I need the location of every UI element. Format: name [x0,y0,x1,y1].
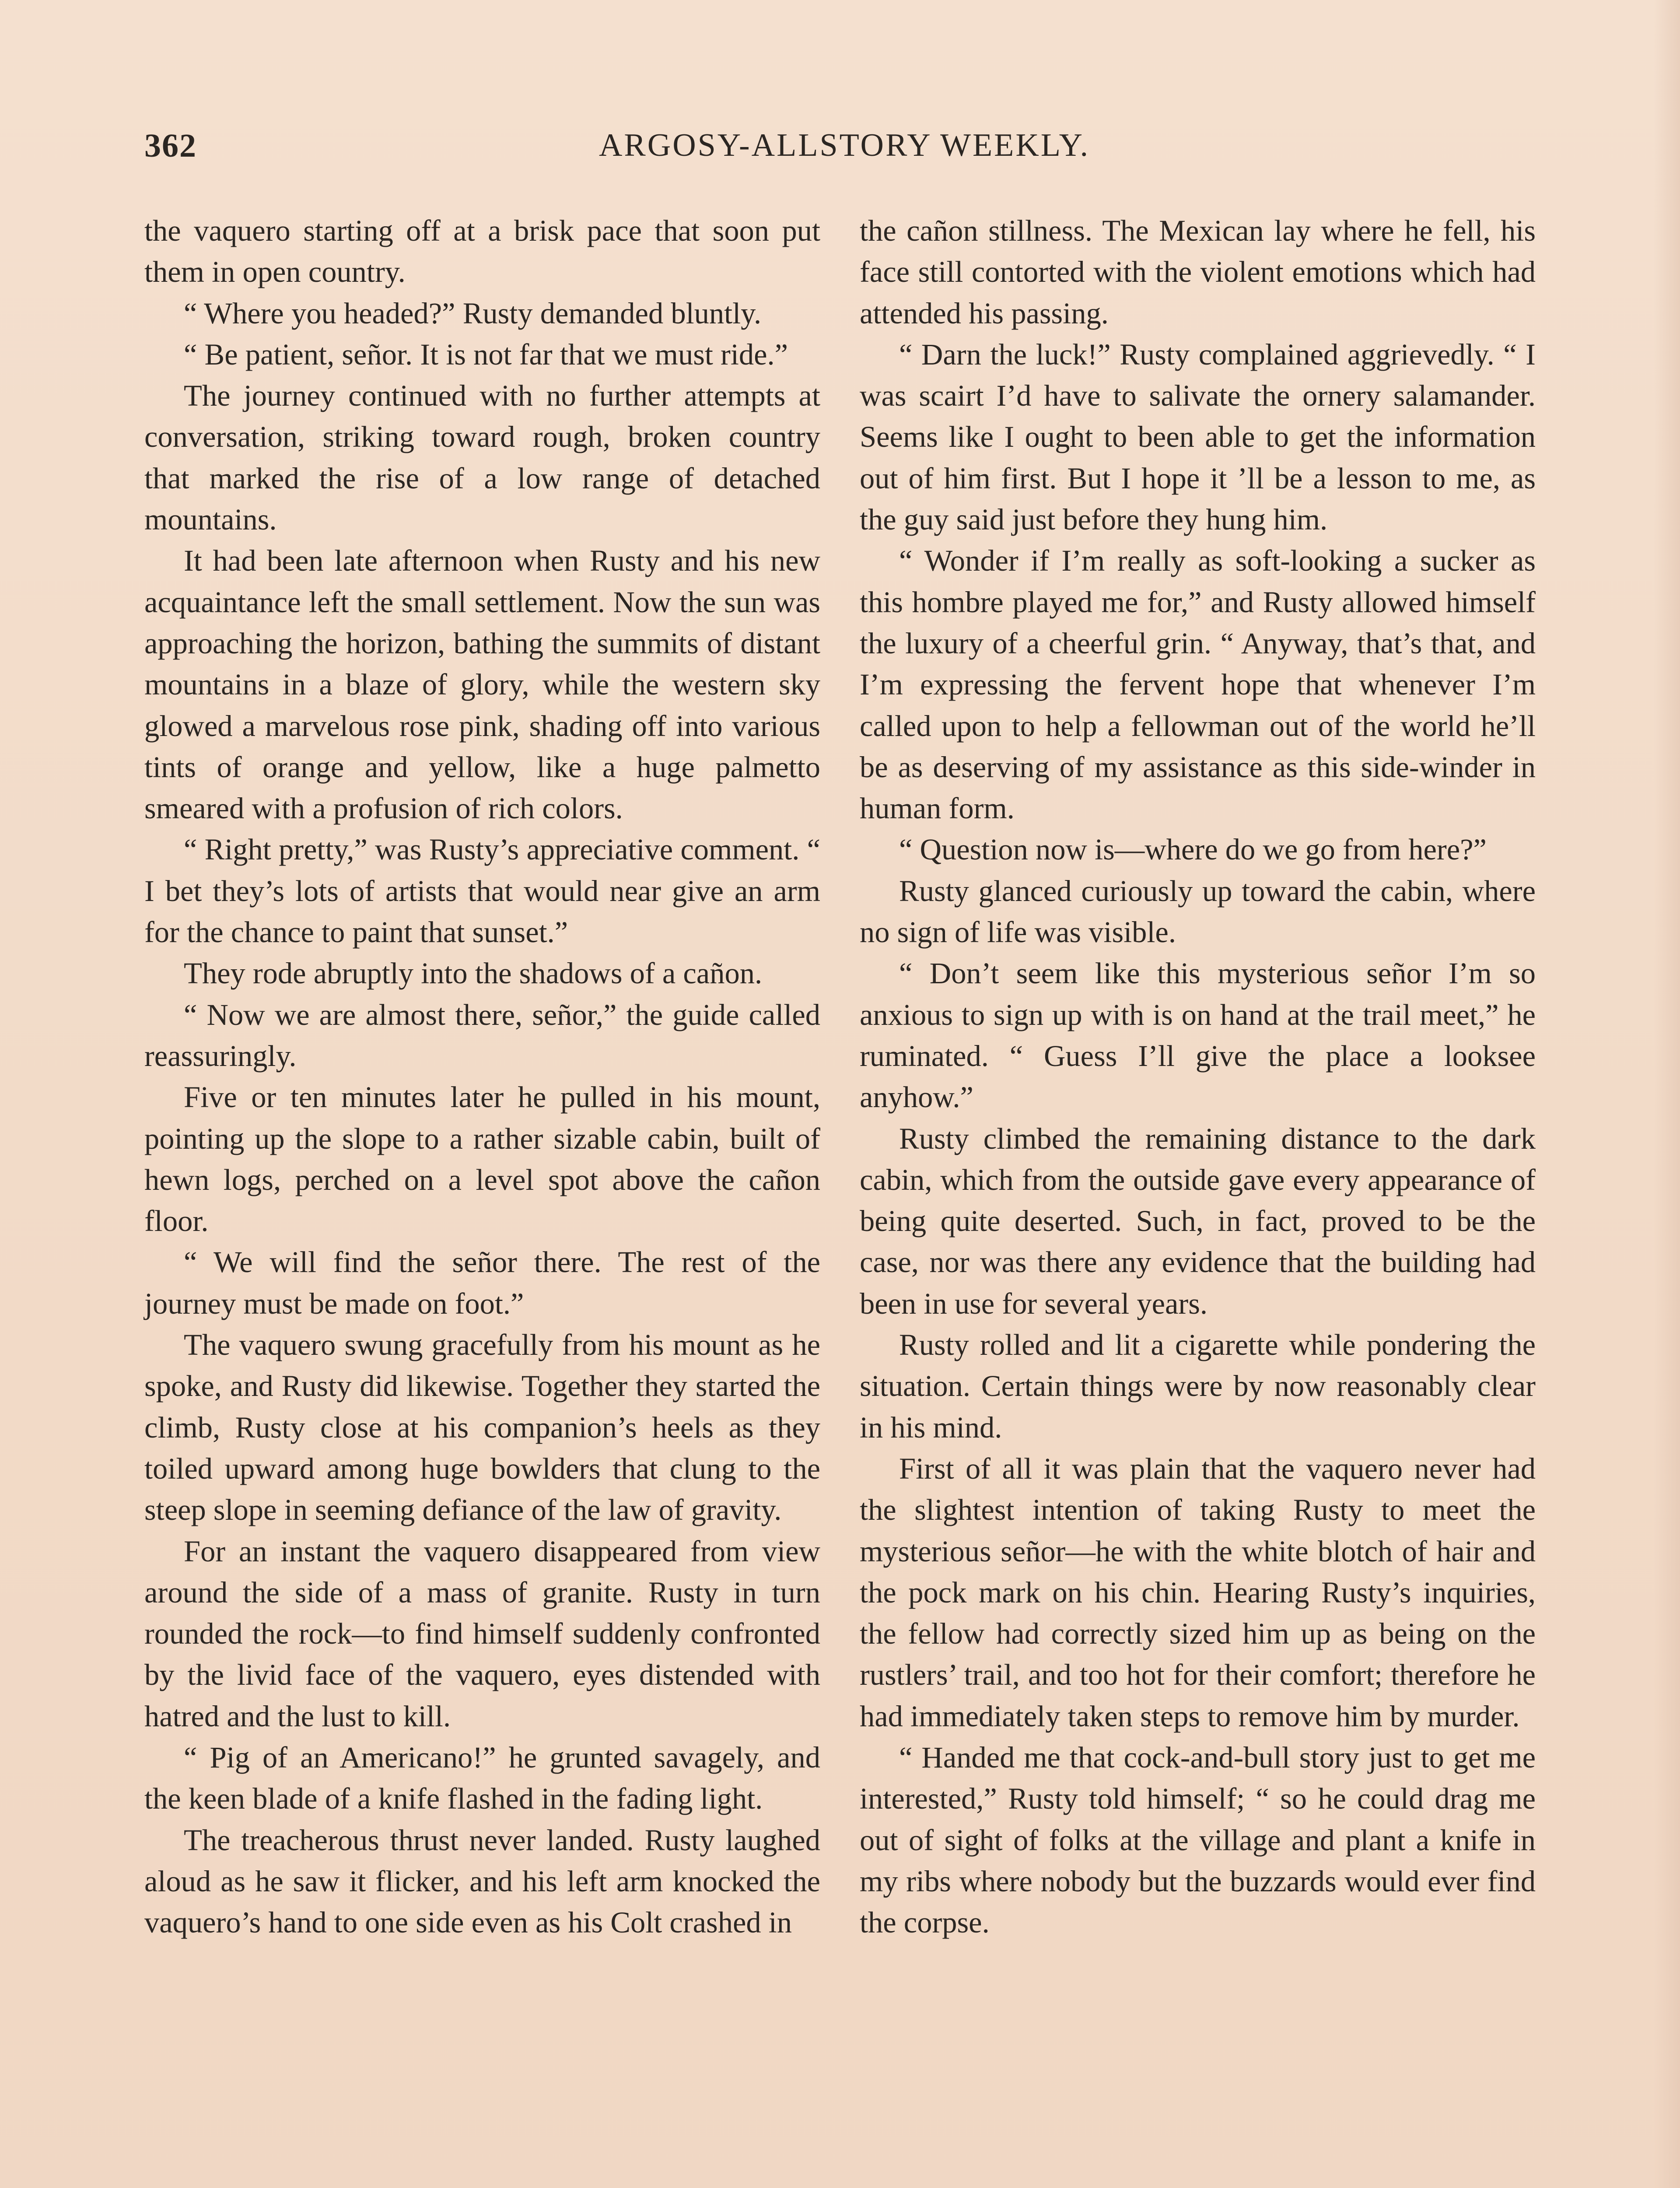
paragraph: The journey continued with no further attempts at conversation, striking toward rough, broken country that marked the rise of a low range of detached mountains. [144,379,820,536]
paragraph: It had been late afternoon when Rusty and his new acquaintance left the small settlement. Now the sun was approaching the horizon, bathing the summits of distant mountains in a blaze of glory, while the western sky glowed a marvelous rose pink, shading off into various tints of orange and yellow, like a huge palmetto smeared with a profusion of rich colors. [144,544,820,825]
paragraph: They rode abruptly into the shadows of a cañon. [184,957,763,990]
paragraph: Rusty climbed the remaining distance to the dark cabin, which from the outside gave every appearance of being quite deserted. Such, in fact, proved to be the case, nor was there any evidence that the building had been in use for several years. [860,1122,1536,1320]
paragraph: “ Now we are almost there, señor,” the guide called reassuringly. [144,998,820,1073]
paragraph: Five or ten minutes later he pulled in his mount, pointing up the slope to a rather sizable cabin, built of hewn logs, perched on a level spot above the cañon floor. [144,1080,820,1238]
paragraph: The treacherous thrust never landed. Rusty laughed aloud as he saw it flicker, and his left arm knocked the vaquero’s hand to one side even as his Colt crashed in [144,1823,820,1939]
paragraph: “ Where you headed?” Rusty demanded bluntly. [184,296,762,330]
paragraph: First of all it was plain that the vaquero never had the slightest intention of taking Rusty to meet the mysterious señor—he with the white blotch of hair and the pock mark on his chin. Hearing Rusty’s inquiries, the fellow had correctly sized him up as being on the rustlers’ trail, and too hot for their comfort; therefore he had immediately taken steps to remove him by murder. [860,1452,1536,1733]
left-column [144,210,820,1943]
paragraph: “ Don’t seem like this mysterious señor I’m so anxious to sign up with is on hand at the trail meet,” he ruminated. “ Guess I’ll give the place a looksee anyhow.” [860,957,1536,1114]
paragraph: “ Pig of an Americano!” he grunted savagely, and the keen blade of a knife flashed in the fading light. [144,1740,820,1816]
paragraph: “ Right pretty,” was Rusty’s appreciative comment. “ I bet they’s lots of artists that would near give an arm for the chance to paint that sunset.” [144,833,820,949]
paragraph: “ Wonder if I’m really as soft-looking a sucker as this hombre played me for,” and Rusty allowed himself the luxury of a cheerful grin. “ Anyway, that’s that, and I’m expressing the fervent hope that whenever I’m called upon to help a fellowman out of the world he’ll be as deserving of my assistance as this side-winder in human form. [860,544,1536,825]
paragraph: the cañon stillness. The Mexican lay where he fell, his face still contorted with the violent emotions which had attended his passing. [860,214,1536,330]
paragraph: Rusty rolled and lit a cigarette while pondering the situation. Certain things were by now reasonably clear in his mind. [860,1328,1536,1444]
paragraph: “ Be patient, señor. It is not far that we must ride.” [184,337,788,371]
paragraph: “ Darn the luck!” Rusty complained aggrievedly. “ I was scairt I’d have to salivate the ornery salamander. Seems like I ought to been able to get the information out of him first. But I hope it ’ll be a lesson to me, as the guy said just before they hung him. [860,337,1536,536]
paragraph: “ Question now is—where do we go from here?” [899,833,1487,866]
page-edge-shadow [1654,0,1680,2188]
right-column [860,210,1536,1943]
page-header [144,127,1544,179]
paragraph: For an instant the vaquero disappeared from view around the side of a mass of granite. Rusty in turn rounded the rock—to find himself suddenly confronted by the livid face of the vaquero, eyes distended with hatred and the lust to kill. [144,1534,820,1733]
paragraph: “ We will find the señor there. The rest of the journey must be made on foot.” [144,1245,820,1320]
paragraph: “ Handed me that cock-and-bull story just to get me interested,” Rusty told himself; “ so he could drag me out of sight of folks at the village and plant a knife in my ribs where nobody but the buzzards would ever find the corpse. [860,1740,1536,1939]
running-head: ARGOSY-ALLSTORY WEEKLY. [598,127,1090,163]
paragraph: The vaquero swung gracefully from his mount as he spoke, and Rusty did likewise. Together they started the climb, Rusty close at his companion’s heels as they toiled upward among huge bowlders that clung to the steep slope in seeming defiance of the law of gravity. [144,1328,820,1527]
paragraph: the vaquero starting off at a brisk pace that soon put them in open country. [144,214,820,289]
paragraph: Rusty glanced curiously up toward the cabin, where no sign of life was visible. [860,874,1536,949]
page-number: 362 [144,127,197,164]
